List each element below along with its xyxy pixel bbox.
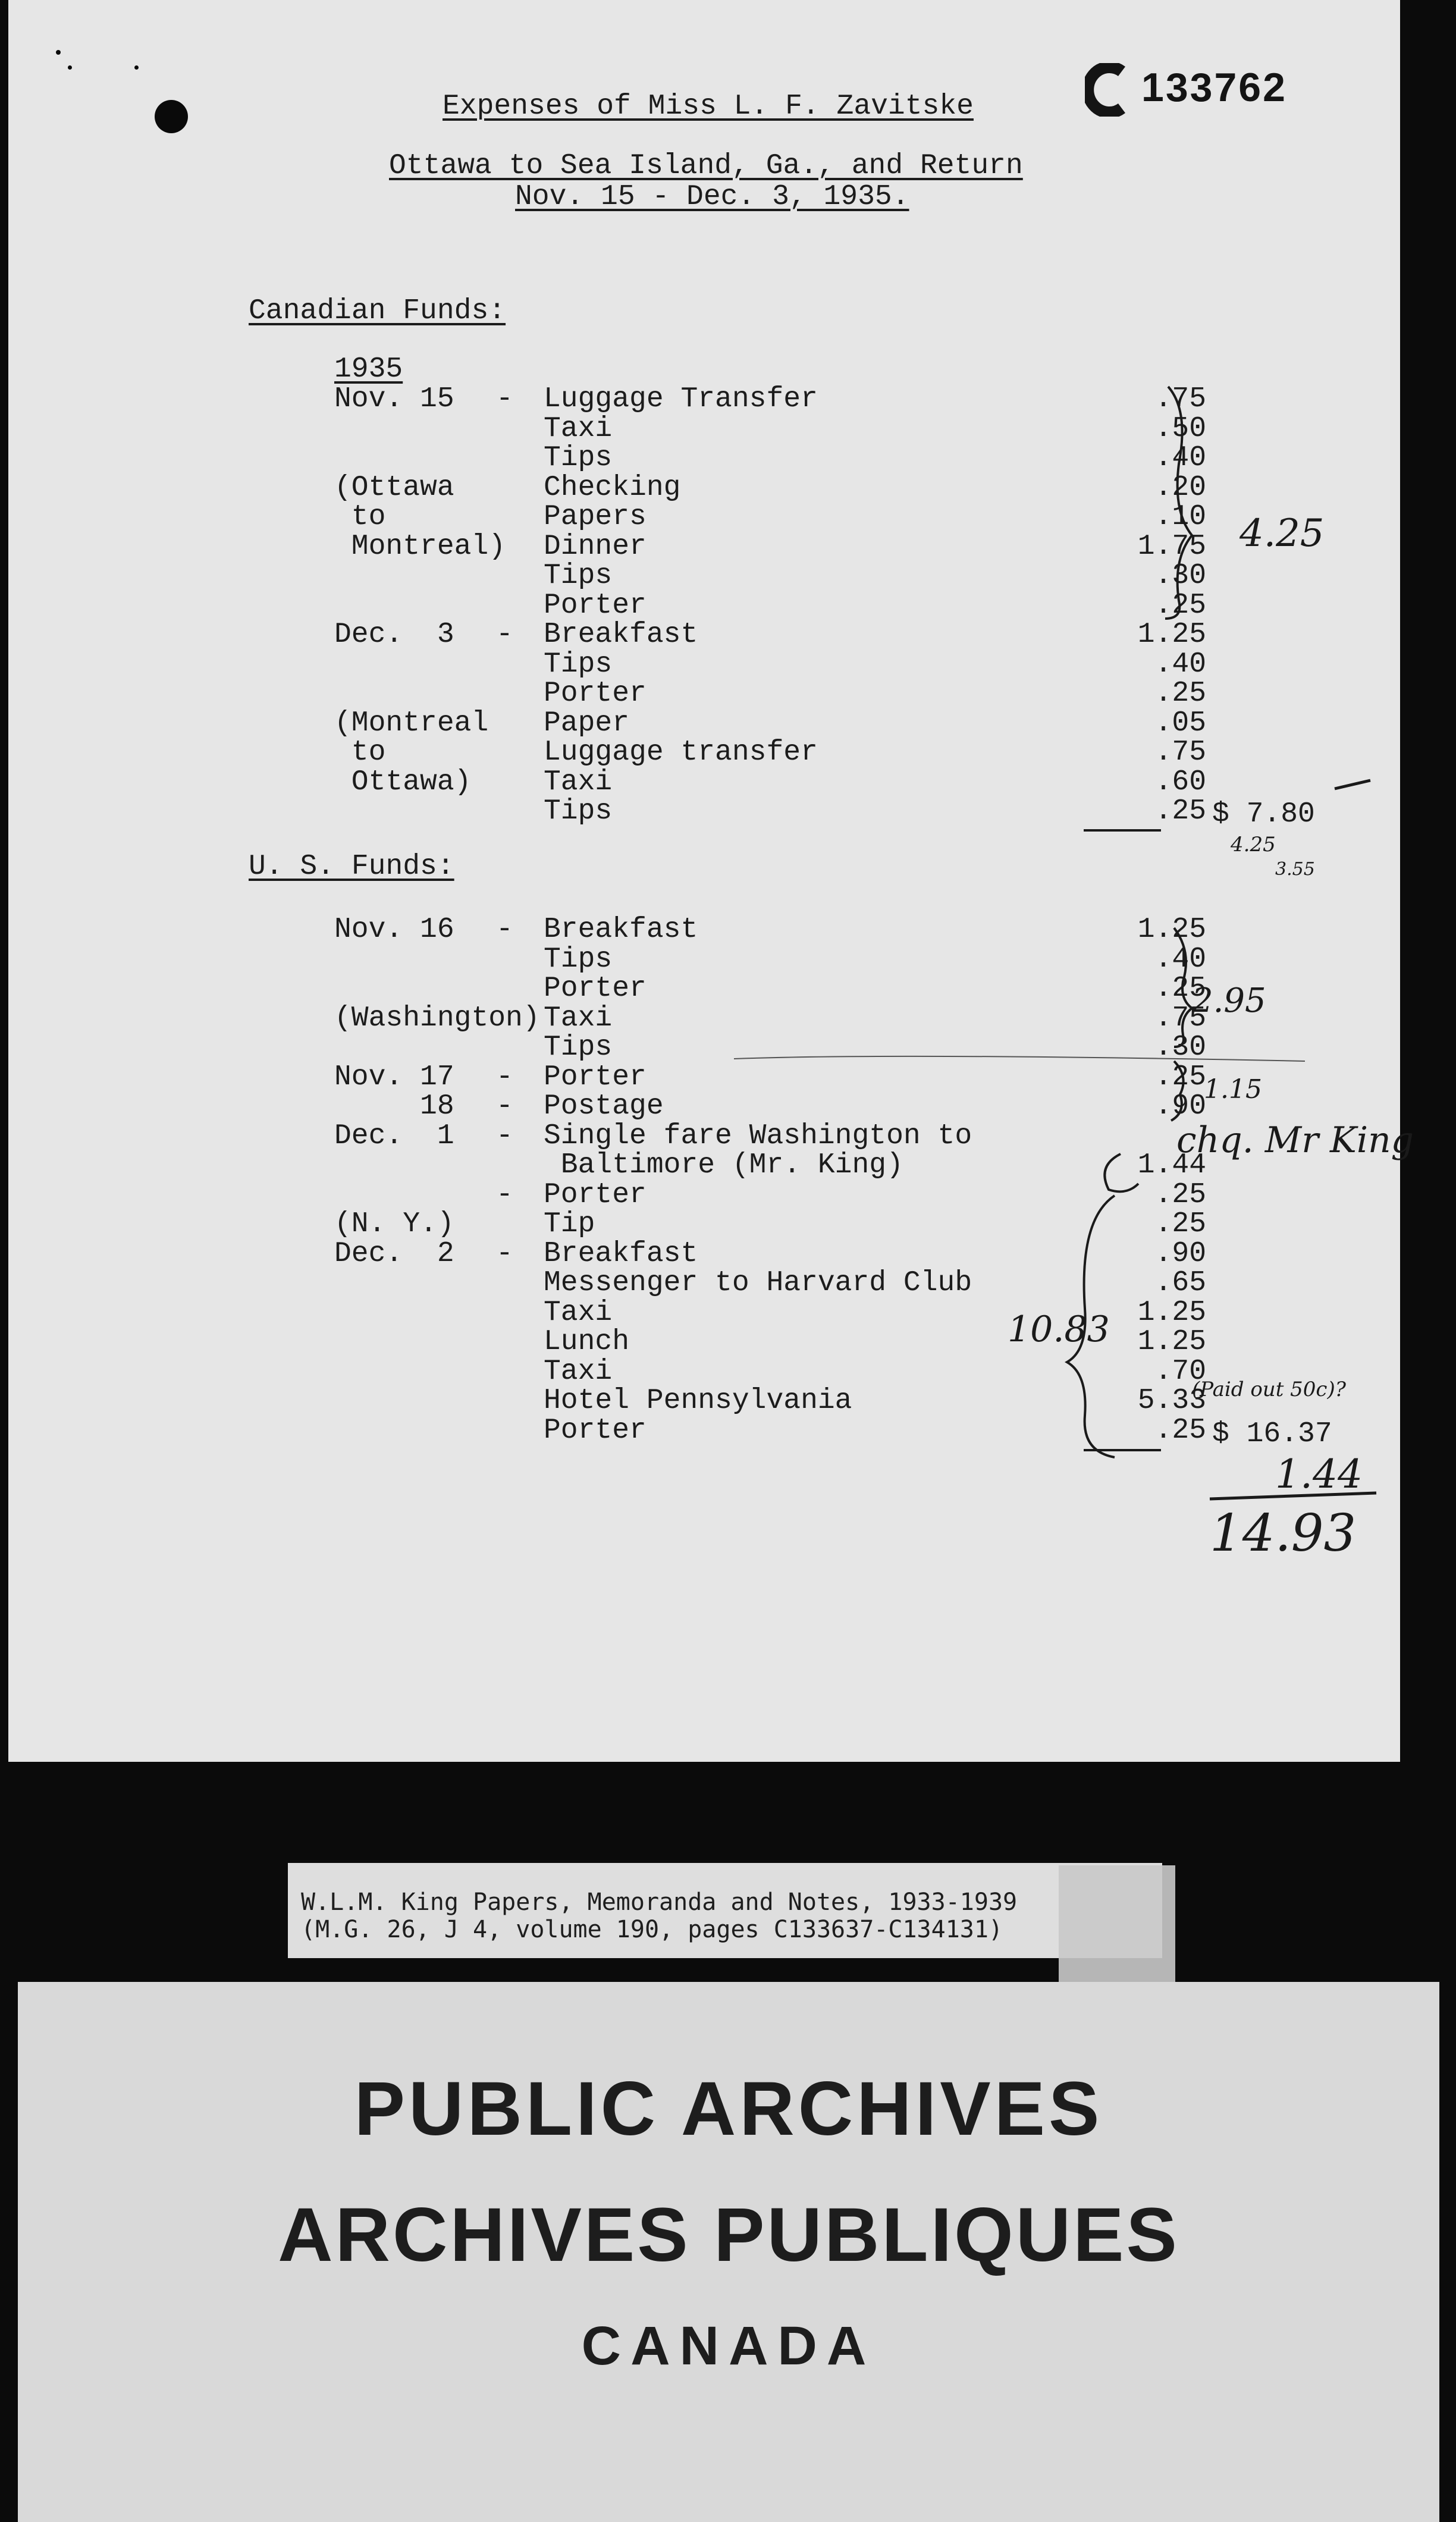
reference-number: 133762 [1141,65,1287,110]
expense-dash: - [496,1090,513,1122]
expense-date: Dec. 3 [334,619,454,651]
handwritten-king-note: chq. Mr King [1176,1119,1414,1161]
stamp-line-english: PUBLIC ARCHIVES [354,2066,1103,2151]
stamp-line-french: ARCHIVES PUBLIQUES [278,2192,1179,2278]
expense-item: Postage [544,1090,664,1122]
us-total: $ 16.37 [1212,1418,1332,1450]
document-page [8,0,1414,1762]
expense-date: Montreal) [334,530,506,563]
expense-item: Tips [544,795,613,827]
expense-item: Checking [544,471,681,504]
expense-amount: .25 [1154,1208,1206,1240]
expense-item: Taxi [544,1296,613,1329]
handwritten-canadian-subtotal: 4.25 [1240,512,1325,556]
expense-item: Taxi [544,1355,613,1388]
expense-dash: - [496,914,513,946]
expense-amount: .25 [1154,1414,1206,1447]
expense-amount: .30 [1154,1031,1206,1064]
expense-item: Breakfast [544,619,698,651]
expense-amount: .25 [1154,589,1206,622]
expense-amount: .70 [1154,1355,1206,1388]
expense-item: Breakfast [544,1237,698,1270]
expense-amount: .40 [1154,943,1206,975]
expense-amount: .60 [1154,766,1206,798]
expense-item: Papers [544,501,647,533]
document-title: Expenses of Miss L. F. Zavitske [443,90,974,123]
expense-date: Nov. 17 [334,1061,454,1093]
expense-item: Messenger to Harvard Club [544,1267,972,1299]
expense-date: Nov. 16 [334,914,454,946]
expense-amount: .25 [1154,677,1206,710]
expense-dash: - [496,383,513,415]
expense-amount: .90 [1154,1090,1206,1122]
expense-amount: 1.25 [1137,914,1206,946]
handwritten-net-total: 14.93 [1210,1504,1357,1563]
handwritten-margin-note: 4.25 [1231,833,1276,857]
expense-item: Porter [544,1061,647,1093]
expense-item: Tips [544,1031,613,1064]
expense-amount: 1.75 [1137,530,1206,563]
expense-item: Luggage transfer [544,736,818,768]
expense-item: Luggage Transfer [544,383,818,415]
expense-amount: .30 [1154,560,1206,592]
expense-amount: 5.33 [1137,1385,1206,1417]
expense-amount: 1.25 [1137,1296,1206,1329]
expense-amount: .25 [1154,1061,1206,1093]
expense-amount: .75 [1154,736,1206,768]
expense-date: to [334,501,386,533]
handwritten-hotel-note: (Paid out 50c)? [1192,1378,1346,1401]
expense-item: Tips [544,560,613,592]
expense-item: Tips [544,442,613,474]
expense-amount: .25 [1154,1178,1206,1211]
expense-dash: - [496,619,513,651]
expense-item: Tips [544,648,613,680]
expense-item: Paper [544,707,630,739]
expense-dash: - [496,1178,513,1211]
expense-item: Hotel Pennsylvania [544,1385,852,1417]
expense-item: Porter [544,589,647,622]
handwritten-brackets [8,0,1400,1762]
archive-reference-label [288,1863,1162,1958]
archives-stamp-card [18,1982,1439,2522]
expense-item: Porter [544,1178,647,1211]
expense-amount: .75 [1154,383,1206,415]
expense-amount: .40 [1154,648,1206,680]
archive-label-line: W.L.M. King Papers, Memoranda and Notes, 1933-1939 [301,1889,1018,1916]
expense-date: 18 [334,1090,454,1122]
expense-item: Taxi [544,1002,613,1034]
expense-dash: - [496,1061,513,1093]
handwritten-us-subtotal: 10.83 [1008,1309,1110,1350]
expense-amount: .40 [1154,442,1206,474]
expense-amount: .50 [1154,412,1206,445]
expense-item: Breakfast [544,914,698,946]
expense-amount: 1.44 [1137,1149,1206,1181]
expense-item: Taxi [544,766,613,798]
expense-date: (Washington) [334,1002,540,1034]
expense-date: (Montreal [334,707,489,739]
expense-item: Baltimore (Mr. King) [544,1149,903,1181]
expense-item: Porter [544,973,647,1005]
handwritten-us-subtotal: 1.15 [1204,1074,1262,1105]
expense-amount: .20 [1154,471,1206,504]
expense-date: (N. Y.) [334,1208,454,1240]
canadian-total: $ 7.80 [1212,798,1315,830]
trip-route: Ottawa to Sea Island, Ga., and Return [389,150,1023,182]
expense-dash: - [496,1119,513,1152]
handwritten-less-amount: 1.44 [1275,1451,1363,1497]
expense-item: Porter [544,677,647,710]
us-funds-heading: U. S. Funds: [249,851,454,883]
expense-item: Taxi [544,412,613,445]
year-heading: 1935 [334,353,403,385]
expense-amount: .05 [1154,707,1206,739]
expense-amount: .65 [1154,1267,1206,1299]
archive-label-line: (M.G. 26, J 4, volume 190, pages C133637-C134131) [301,1916,1003,1943]
expense-amount: .25 [1154,795,1206,827]
expense-item: Porter [544,1414,647,1447]
handwritten-us-subtotal: 2.95 [1192,981,1266,1020]
expense-date: Dec. 2 [334,1237,454,1270]
handwritten-margin-note: 3.55 [1275,859,1315,880]
expense-item: Lunch [544,1326,630,1358]
expense-amount: 1.25 [1137,619,1206,651]
expense-amount: .10 [1154,501,1206,533]
expense-amount: .90 [1154,1237,1206,1270]
trip-dates: Nov. 15 - Dec. 3, 1935. [515,181,909,213]
expense-date: to [334,736,386,768]
expense-date: Ottawa) [334,766,472,798]
expense-dash: - [496,1237,513,1270]
expense-date: Nov. 15 [334,383,454,415]
expense-item: Tip [544,1208,595,1240]
expense-item: Dinner [544,530,647,563]
expense-item: Tips [544,943,613,975]
expense-amount: 1.25 [1137,1326,1206,1358]
canadian-funds-heading: Canadian Funds: [249,295,506,327]
expense-date: Dec. 1 [334,1119,454,1152]
expense-amount: .25 [1154,973,1206,1005]
expense-item: Single fare Washington to [544,1119,972,1152]
expense-date: (Ottawa [334,471,454,504]
stamp-line-country: CANADA [581,2316,876,2376]
expense-amount: .75 [1154,1002,1206,1034]
